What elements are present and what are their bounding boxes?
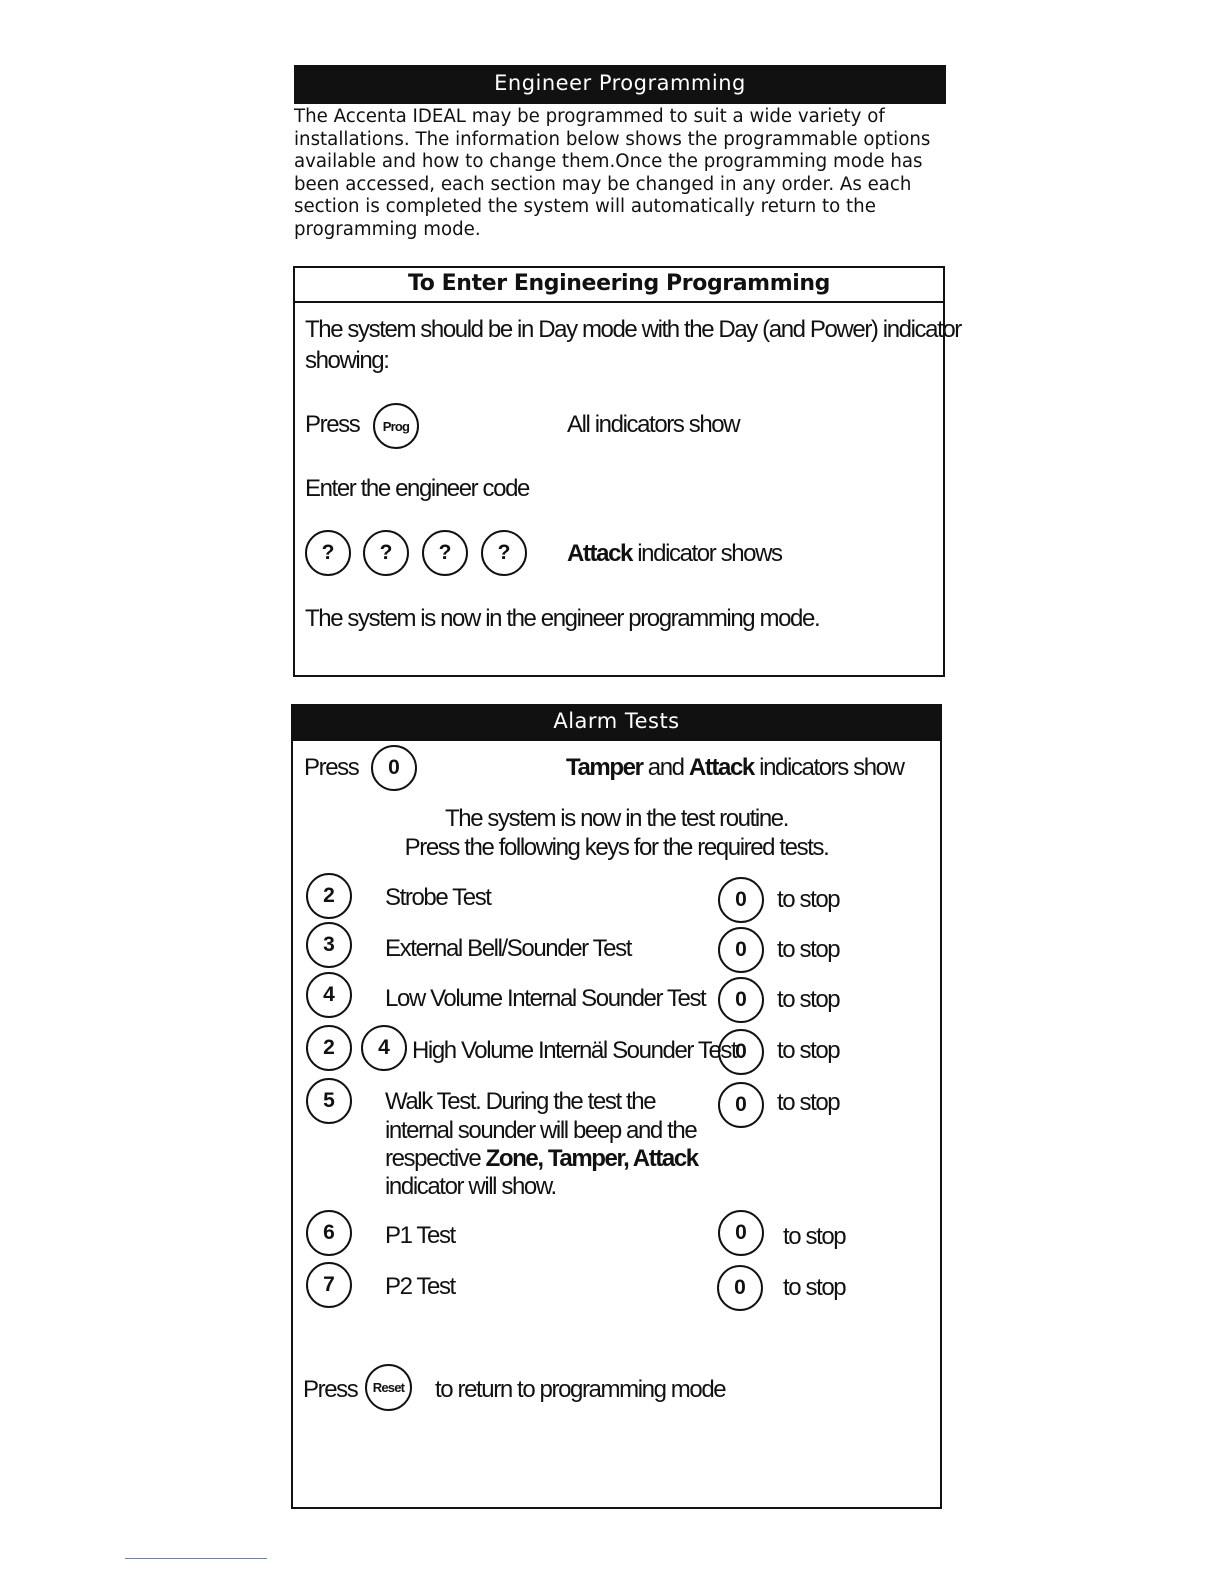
walk-stop-text: to stop — [777, 1089, 840, 1116]
code-key-1[interactable]: ? — [305, 530, 351, 576]
all-indicators-text: All indicators show — [567, 411, 740, 438]
p1-test-label: P1 Test — [385, 1222, 455, 1249]
press-label: Press — [305, 411, 360, 438]
attack-bold: Attack — [567, 540, 632, 567]
day-mode-line: The system should be in Day mode with the Day (and Power) indicator — [305, 316, 961, 343]
and-text: and — [642, 754, 689, 781]
attack-bold-alarm: Attack — [688, 754, 754, 781]
p1-stop-text: to stop — [783, 1223, 846, 1250]
strobe-key-2[interactable]: 2 — [306, 873, 352, 919]
p1-stop-key[interactable]: 0 — [718, 1210, 764, 1256]
code-key-3[interactable]: ? — [422, 530, 468, 576]
bell-key-3[interactable]: 3 — [306, 922, 352, 968]
attack-indicator-text — [567, 540, 782, 568]
respective-text: respective — [385, 1145, 486, 1172]
p1-key-6[interactable]: 6 — [306, 1210, 352, 1256]
low-volume-key-4[interactable]: 4 — [306, 972, 352, 1018]
strobe-test-label: Strobe Test — [385, 884, 491, 911]
walk-test-line3 — [385, 1145, 698, 1173]
tamper-bold: Tamper — [566, 754, 643, 781]
walk-stop-key[interactable]: 0 — [718, 1082, 764, 1128]
intro-paragraph: The Accenta IDEAL may be programmed to suit a wide variety of installations. The information below shows the programmable options available and how to change them.Once the programming mode has been accessed, each section may be changed in any order. As each section is completed the system will automatically return to the programming mode. — [294, 106, 931, 240]
walk-test-line1: Walk Test. During the test the — [385, 1088, 656, 1115]
reset-return-text: to return to programming mode — [435, 1376, 726, 1403]
bell-stop-text: to stop — [777, 936, 840, 963]
showing-line: showing: — [305, 347, 389, 374]
strobe-stop-key[interactable]: 0 — [718, 877, 764, 923]
enter-code-text: Enter the engineer code — [305, 475, 529, 502]
code-key-4[interactable]: ? — [481, 530, 527, 576]
low-volume-stop-text: to stop — [777, 986, 840, 1013]
enter-programming-title: To Enter Engineering Programming — [408, 271, 830, 296]
low-volume-stop-key[interactable]: 0 — [718, 977, 764, 1023]
reset-key[interactable]: Reset — [365, 1364, 412, 1411]
p2-test-label: P2 Test — [385, 1273, 455, 1300]
reset-press-label: Press — [303, 1376, 358, 1403]
walk-key-5[interactable]: 5 — [306, 1078, 352, 1124]
low-volume-test-label: Low Volume Internal Sounder Test — [385, 985, 706, 1012]
test-routine-line2: Press the following keys for the required tests. — [404, 834, 829, 861]
high-volume-test-label: High Volume Internäl Sounder Test — [412, 1037, 737, 1064]
alarm-press-label: Press — [304, 754, 359, 781]
high-volume-key-2[interactable]: 2 — [306, 1025, 352, 1071]
alarm-zero-key[interactable]: 0 — [371, 745, 417, 791]
bell-test-label: External Bell/Sounder Test — [385, 935, 631, 962]
indicators-show-text: indicators show — [753, 754, 904, 781]
walk-test-line4: indicator will show. — [385, 1173, 556, 1200]
engineer-programming-header: Engineer Programming — [294, 65, 946, 104]
tamper-attack-text — [566, 754, 904, 782]
p2-stop-key[interactable]: 0 — [717, 1265, 763, 1311]
prog-key[interactable]: Prog — [373, 403, 419, 449]
p2-stop-text: to stop — [783, 1274, 846, 1301]
test-routine-line1: The system is now in the test routine. — [445, 805, 788, 832]
code-key-2[interactable]: ? — [363, 530, 409, 576]
p2-key-7[interactable]: 7 — [306, 1262, 352, 1308]
zone-tamper-attack-bold: Zone, Tamper, Attack — [485, 1145, 698, 1172]
alarm-tests-header: Alarm Tests — [291, 704, 942, 741]
footer-rule — [125, 1558, 267, 1559]
strobe-stop-text: to stop — [777, 886, 840, 913]
high-volume-stop-text: to stop — [777, 1037, 840, 1064]
high-volume-stop-key[interactable]: 0 — [718, 1029, 764, 1075]
walk-test-line2: internal sounder will beep and the — [385, 1117, 697, 1144]
now-in-programming-text: The system is now in the engineer programming mode. — [305, 605, 820, 632]
bell-stop-key[interactable]: 0 — [718, 927, 764, 973]
high-volume-key-4[interactable]: 4 — [361, 1025, 407, 1071]
attack-rest: indicator shows — [631, 540, 782, 567]
